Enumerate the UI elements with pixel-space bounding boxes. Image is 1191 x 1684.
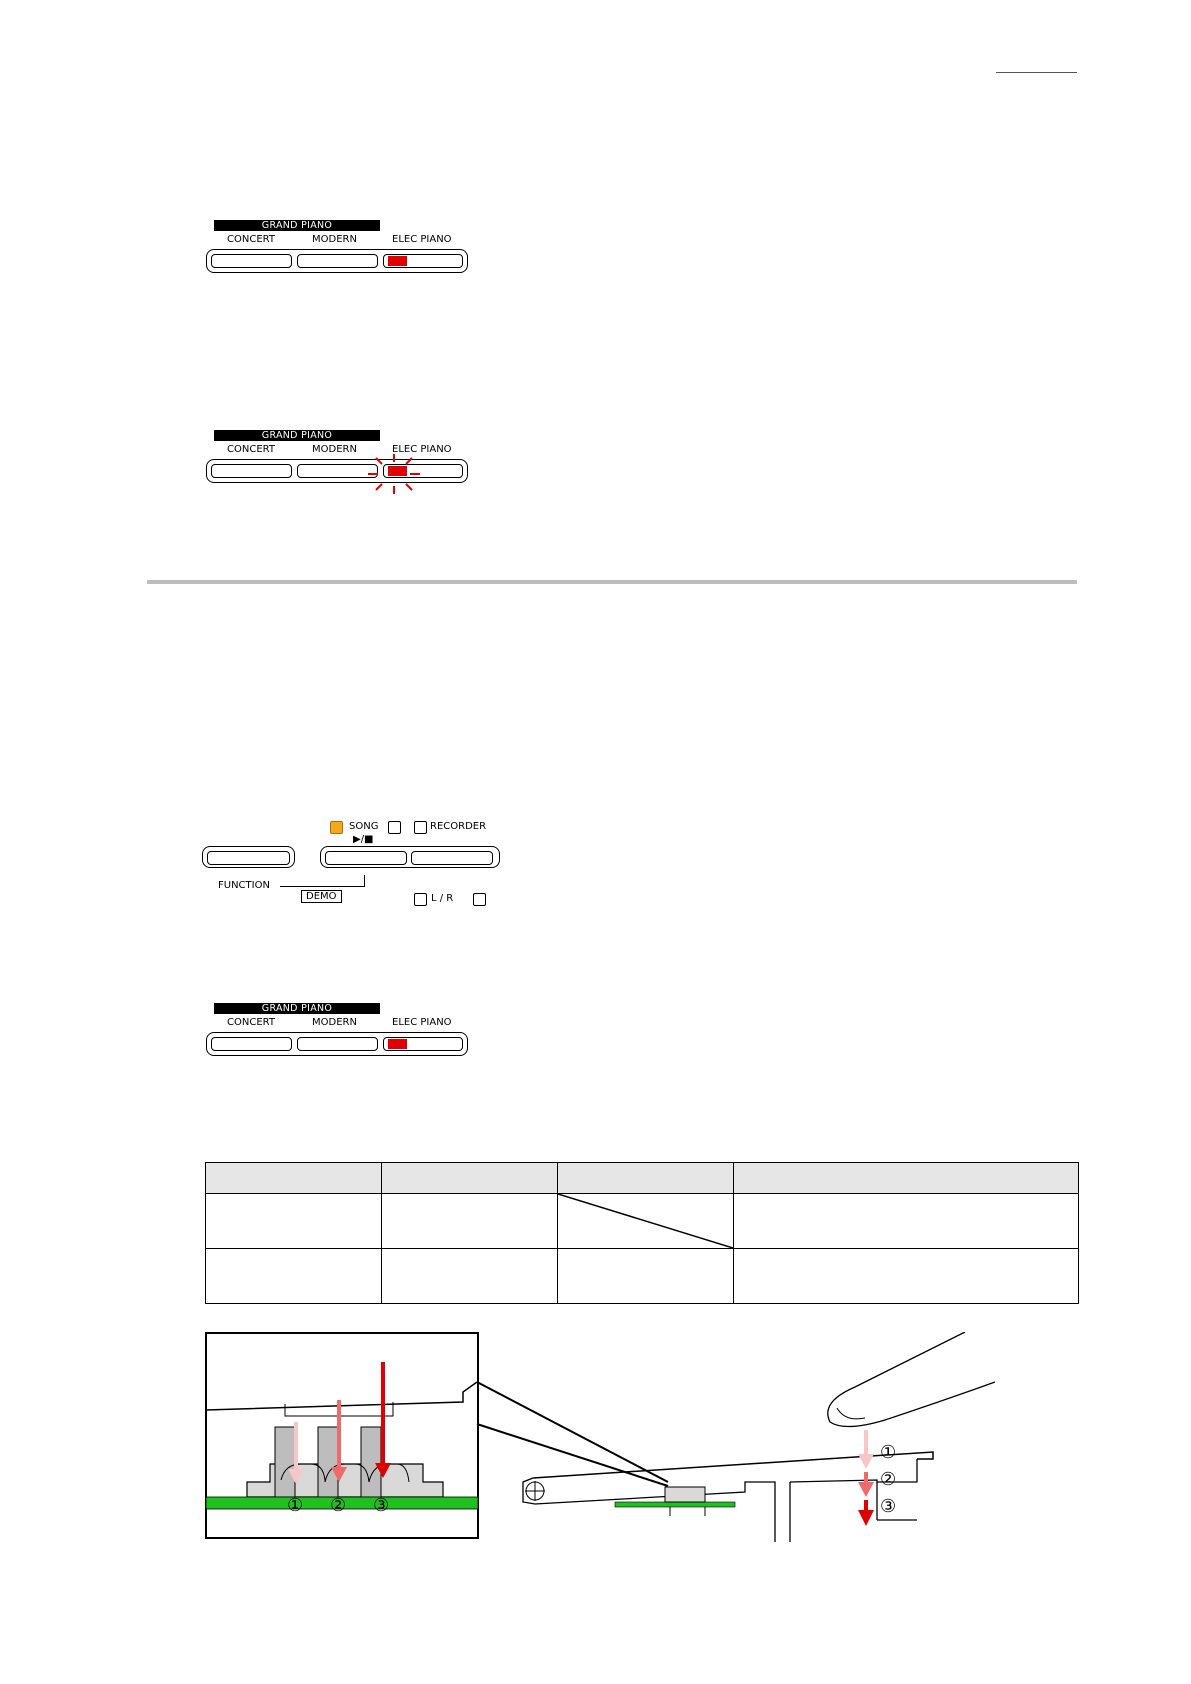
demo-bracket-tick <box>364 875 365 887</box>
table-header-row <box>206 1163 1079 1194</box>
elec-piano-label: ELEC PIANO <box>392 1017 452 1028</box>
table-row <box>206 1249 1079 1304</box>
marker-2: ② <box>330 1495 347 1516</box>
left-part-led <box>414 893 427 906</box>
flash-burst-icon <box>364 452 424 496</box>
marker-2: ② <box>880 1469 897 1490</box>
concert-label: CONCERT <box>227 444 275 455</box>
table-cell <box>734 1194 1079 1249</box>
table-header-cell <box>734 1163 1079 1194</box>
table-cell <box>206 1249 382 1304</box>
concert-button[interactable] <box>211 1037 292 1051</box>
elec-piano-label: ELEC PIANO <box>392 234 452 245</box>
tone-button-frame <box>206 1032 468 1056</box>
section-divider <box>147 580 1077 584</box>
table-cell <box>558 1249 734 1304</box>
play-stop-label: ▶/■ <box>353 834 374 845</box>
elec-piano-led <box>388 1039 407 1049</box>
elec-piano-label: ELEC PIANO <box>392 444 452 455</box>
modern-button[interactable] <box>297 1037 378 1051</box>
table-header-cell <box>558 1163 734 1194</box>
modern-label: MODERN <box>312 234 357 245</box>
function-label: FUNCTION <box>218 880 270 891</box>
marker-3: ③ <box>373 1495 390 1516</box>
marker-3: ③ <box>880 1496 897 1517</box>
concert-label: CONCERT <box>227 234 275 245</box>
modern-button[interactable] <box>297 254 378 268</box>
diagonal-slash-icon <box>558 1194 733 1248</box>
recorder-label: RECORDER <box>430 821 487 832</box>
play-stop-button[interactable] <box>325 851 407 865</box>
song-function-panel <box>200 820 510 910</box>
table-header-cell <box>206 1163 382 1194</box>
tone-panel-lit <box>204 220 474 280</box>
demo-bracket-line <box>280 886 365 887</box>
tone-button-frame <box>206 459 468 483</box>
table-header-cell <box>382 1163 558 1194</box>
recorder-button[interactable] <box>411 851 493 865</box>
song-indicator-box <box>388 821 401 834</box>
table-cell-not-applicable <box>558 1194 734 1249</box>
function-button-frame <box>202 846 295 868</box>
table-cell <box>382 1249 558 1304</box>
song-label: SONG <box>349 821 379 832</box>
recorder-led <box>414 821 427 834</box>
grand-piano-label: GRAND PIANO <box>214 220 380 231</box>
key-sensor-figure <box>205 1332 1085 1542</box>
modern-label: MODERN <box>312 444 357 455</box>
settings-table <box>205 1162 1079 1304</box>
grand-piano-label: GRAND PIANO <box>214 1003 380 1014</box>
header-rule <box>996 72 1077 73</box>
tone-button-frame <box>206 249 468 273</box>
function-button[interactable] <box>207 851 290 865</box>
concert-button[interactable] <box>211 464 292 478</box>
concert-button[interactable] <box>211 254 292 268</box>
song-button-frame <box>320 846 500 868</box>
grand-piano-label: GRAND PIANO <box>214 430 380 441</box>
elec-piano-button[interactable] <box>383 254 463 268</box>
table-cell <box>382 1194 558 1249</box>
modern-label: MODERN <box>312 1017 357 1028</box>
table-row <box>206 1194 1079 1249</box>
elec-piano-led <box>388 256 407 266</box>
elec-piano-button[interactable] <box>383 1037 463 1051</box>
table-cell <box>206 1194 382 1249</box>
demo-label: DEMO <box>301 890 342 903</box>
tone-panel-selected <box>204 1003 474 1063</box>
right-part-led <box>473 893 486 906</box>
table-cell <box>734 1249 1079 1304</box>
marker-1: ① <box>287 1495 304 1516</box>
tone-panel-flashing <box>204 430 474 490</box>
concert-label: CONCERT <box>227 1017 275 1028</box>
lr-label: L / R <box>431 893 454 904</box>
song-led <box>330 821 343 834</box>
marker-1: ① <box>880 1442 897 1463</box>
